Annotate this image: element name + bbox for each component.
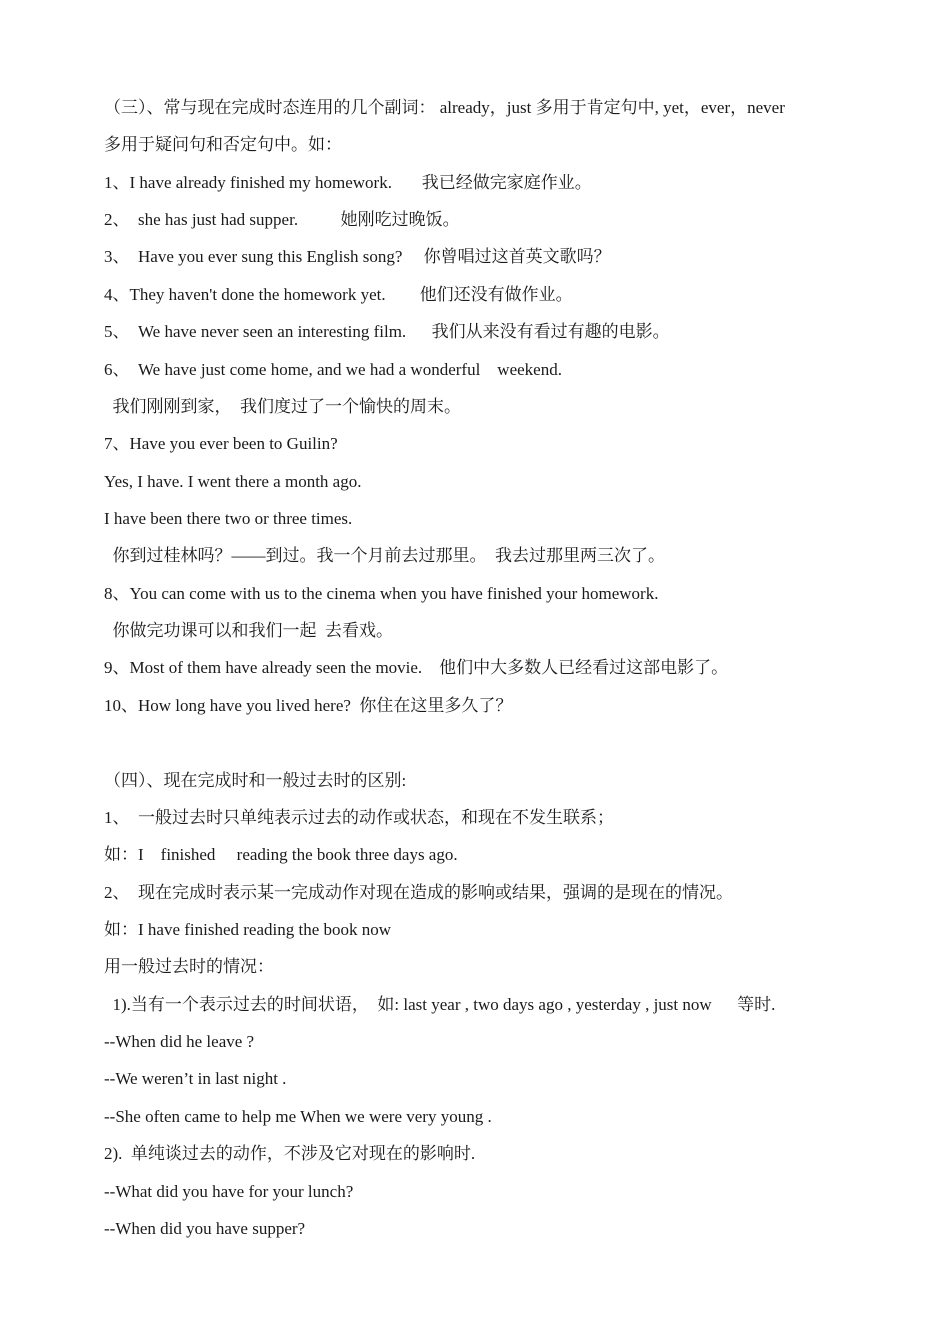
past-tense-case-1: 1).当有一个表示过去的时间状语， 如: last year , two days ago , yesterday , just now 等时. — [104, 995, 776, 1014]
example-7-translation: 你到过桂林吗？——到过。我一个月前去过那里。 我去过那里两三次了。 — [104, 546, 665, 565]
difference-1: 1、 一般过去时只单纯表示过去的动作或状态，和现在不发生联系； — [104, 808, 614, 827]
example-9: 9、Most of them have already seen the movie. 他们中大多数人已经看过这部电影了。 — [104, 658, 729, 677]
example-7-answer: Yes, I have. I went there a month ago. — [104, 472, 362, 491]
section-3-heading-line1: （三）、常与现在完成时态连用的几个副词： already，just 多用于肯定句中, yet，ever，never — [104, 98, 785, 117]
past-tense-usage-heading: 用一般过去时的情况： — [104, 957, 274, 976]
section-4-heading: （四）、现在完成时和一般过去时的区别: — [104, 771, 407, 790]
example-2: 2、 she has just had supper. 她刚吃过晚饭。 — [104, 210, 460, 229]
example-6: 6、 We have just come home, and we had a wonderful weekend. — [104, 360, 562, 379]
example-8-translation: 你做完功课可以和我们一起 去看戏。 — [104, 621, 393, 640]
example-5: 5、 We have never seen an interesting film. 我们从来没有看过有趣的电影。 — [104, 322, 670, 341]
example-4: 4、They haven't done the homework yet. 他们还没有做作业。 — [104, 285, 573, 304]
case-1-example-3: --She often came to help me When we were very young . — [104, 1107, 492, 1126]
example-3: 3、 Have you ever sung this English song? 你曾唱过这首英文歌吗？ — [104, 247, 611, 266]
case-2-example-2: --When did you have supper? — [104, 1219, 306, 1238]
example-10: 10、How long have you lived here? 你住在这里多久了？ — [104, 696, 513, 715]
difference-1-example: 如：I finished reading the book three days ago. — [104, 845, 458, 864]
past-tense-case-2: 2). 单纯谈过去的动作，不涉及它对现在的影响时. — [104, 1144, 476, 1163]
example-7-question: 7、Have you ever been to Guilin? — [104, 434, 338, 453]
difference-2-example: 如：I have finished reading the book now — [104, 920, 392, 939]
case-1-example-1: --When did he leave ? — [104, 1032, 255, 1051]
example-7-answer-2: I have been there two or three times. — [104, 509, 353, 528]
case-2-example-1: --What did you have for your lunch? — [104, 1182, 354, 1201]
example-1: 1、I have already finished my homework. 我已经做完家庭作业。 — [104, 173, 592, 192]
example-8: 8、You can come with us to the cinema when you have finished your homework. — [104, 584, 659, 603]
section-3-heading-line2: 多用于疑问句和否定句中。如： — [104, 135, 342, 154]
example-6-translation: 我们刚刚到家， 我们度过了一个愉快的周末。 — [104, 397, 461, 416]
case-1-example-2: --We weren’t in last night . — [104, 1069, 287, 1088]
difference-2: 2、 现在完成时表示某一完成动作对现在造成的影响或结果，强调的是现在的情况。 — [104, 883, 733, 902]
